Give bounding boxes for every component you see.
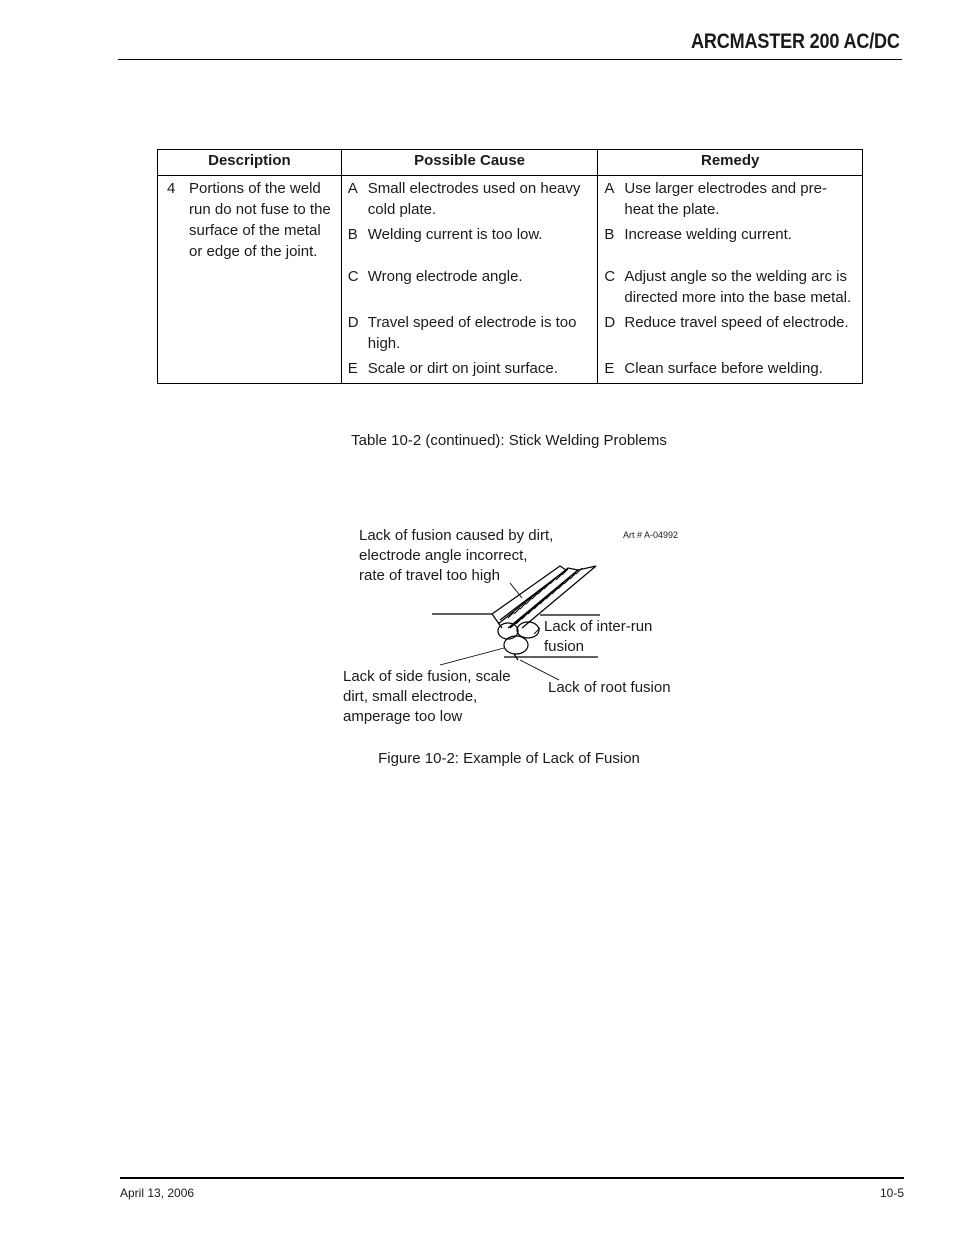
remedy-item bbox=[604, 312, 856, 358]
manual-title: ARCMASTER 200 AC/DC bbox=[691, 30, 900, 53]
remedy-item bbox=[604, 224, 856, 266]
remedy-text: Increase welding current. bbox=[624, 226, 792, 243]
cause-item bbox=[348, 312, 592, 358]
label-line: rate of travel too high bbox=[359, 567, 500, 584]
remedy-letter: C bbox=[604, 268, 616, 285]
cause-text: Welding current is too low. bbox=[367, 226, 543, 243]
remedy-item bbox=[604, 358, 856, 379]
label-line: amperage too low bbox=[343, 708, 463, 725]
label-inter-run-fusion bbox=[544, 617, 652, 657]
label-line: electrode angle incorrect, bbox=[359, 547, 528, 564]
column-header-possible-cause: Possible Cause bbox=[341, 150, 598, 176]
problem-description: Portions of the weld run do not fuse to the surface of the metal or edge of the joint. bbox=[189, 180, 331, 260]
description-cell bbox=[158, 176, 342, 384]
remedy-item bbox=[604, 266, 856, 312]
art-number: Art # A-04992 bbox=[623, 530, 679, 540]
cause-letter: B bbox=[347, 226, 358, 243]
troubleshooting-table bbox=[157, 149, 863, 384]
label-line: Lack of inter-run bbox=[544, 618, 653, 635]
label-line: fusion bbox=[544, 638, 585, 655]
label-side-fusion bbox=[343, 667, 511, 727]
figure-caption: Figure 10-2: Example of Lack of Fusion bbox=[378, 750, 640, 767]
cause-letter: E bbox=[347, 360, 358, 377]
problem-number: 4 bbox=[167, 180, 176, 197]
cause-text: Travel speed of electrode is too high. bbox=[367, 314, 577, 352]
column-header-remedy: Remedy bbox=[598, 150, 863, 176]
column-header-description: Description bbox=[158, 150, 342, 176]
label-line: dirt, small electrode, bbox=[343, 688, 478, 705]
remedy-text: Clean surface before welding. bbox=[624, 360, 823, 377]
cause-letter: C bbox=[347, 268, 359, 285]
remedy-letter: A bbox=[604, 180, 615, 197]
cause-letter: D bbox=[347, 314, 359, 331]
table-caption: Table 10-2 (continued): Stick Welding Problems bbox=[351, 432, 667, 449]
footer-page-number: 10-5 bbox=[879, 1186, 904, 1200]
cause-item bbox=[348, 178, 592, 224]
remedy-text: Use larger electrodes and pre-heat the plate. bbox=[624, 180, 827, 218]
label-line: Lack of fusion caused by dirt, bbox=[359, 527, 554, 544]
remedy-cell bbox=[598, 176, 863, 384]
cause-item bbox=[348, 266, 592, 312]
remedy-letter: E bbox=[604, 360, 615, 377]
remedy-text: Adjust angle so the welding arc is directed more into the base metal. bbox=[624, 268, 852, 306]
table-row bbox=[158, 176, 863, 384]
remedy-item bbox=[604, 178, 856, 224]
table-header-row bbox=[158, 150, 863, 176]
footer-rule bbox=[120, 1177, 904, 1179]
cause-item bbox=[348, 358, 592, 379]
remedy-letter: D bbox=[604, 314, 616, 331]
cause-letter: A bbox=[347, 180, 358, 197]
cause-text: Wrong electrode angle. bbox=[367, 268, 523, 285]
header-rule bbox=[118, 59, 902, 60]
leader-side-fusion bbox=[440, 648, 504, 665]
weld-bead-right bbox=[517, 622, 539, 638]
label-line: Lack of side fusion, scale bbox=[343, 668, 511, 685]
remedy-text: Reduce travel speed of electrode. bbox=[624, 314, 849, 331]
possible-cause-cell bbox=[341, 176, 598, 384]
remedy-letter: B bbox=[604, 226, 615, 243]
cause-item bbox=[348, 224, 592, 266]
label-lack-of-fusion bbox=[359, 526, 553, 586]
cause-text: Small electrodes used on heavy cold plate. bbox=[367, 180, 581, 218]
leader-root-fusion bbox=[520, 660, 559, 680]
footer-date: April 13, 2006 bbox=[120, 1186, 195, 1200]
weld-bead-root bbox=[504, 636, 528, 654]
cause-text: Scale or dirt on joint surface. bbox=[367, 360, 558, 377]
label-root-fusion: Lack of root fusion bbox=[548, 679, 671, 696]
